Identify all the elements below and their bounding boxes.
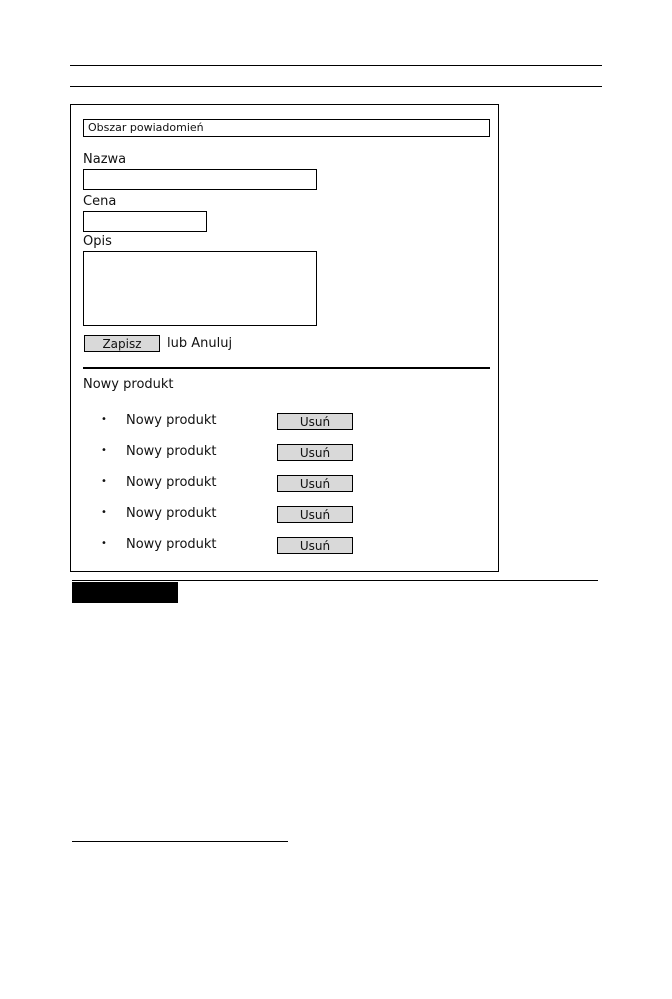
footnote-rule (72, 841, 288, 842)
name-field[interactable] (83, 169, 317, 190)
delete-button[interactable]: Usuń (277, 444, 353, 461)
bullet-icon: • (101, 476, 107, 487)
caption-rule (72, 580, 598, 581)
cancel-link[interactable]: lub Anuluj (167, 336, 233, 351)
mockup-frame (70, 104, 499, 572)
list-heading: Nowy produkt (83, 377, 174, 392)
header-rule-bottom (70, 86, 602, 87)
delete-button[interactable]: Usuń (277, 506, 353, 523)
section-divider (83, 367, 490, 369)
delete-button[interactable]: Usuń (277, 537, 353, 554)
description-field[interactable] (83, 251, 317, 326)
name-label: Nazwa (83, 152, 127, 167)
bullet-icon: • (101, 414, 107, 425)
delete-button[interactable]: Usuń (277, 413, 353, 430)
list-item-label: Nowy produkt (126, 444, 217, 459)
save-button[interactable]: Zapisz (84, 335, 160, 352)
description-label: Opis (83, 234, 112, 249)
bullet-icon: • (101, 445, 107, 456)
list-item-label: Nowy produkt (126, 537, 217, 552)
caption-label-block (72, 582, 178, 603)
list-item (71, 506, 498, 524)
list-item (71, 444, 498, 462)
list-item-label: Nowy produkt (126, 475, 217, 490)
list-item (71, 537, 498, 555)
notification-area: Obszar powiadomień (83, 119, 490, 137)
header-rule-top (70, 65, 602, 66)
delete-button[interactable]: Usuń (277, 475, 353, 492)
list-item (71, 413, 498, 431)
price-label: Cena (83, 194, 117, 209)
list-item (71, 475, 498, 493)
list-item-label: Nowy produkt (126, 506, 217, 521)
bullet-icon: • (101, 507, 107, 518)
list-item-label: Nowy produkt (126, 413, 217, 428)
bullet-icon: • (101, 538, 107, 549)
price-field[interactable] (83, 211, 207, 232)
